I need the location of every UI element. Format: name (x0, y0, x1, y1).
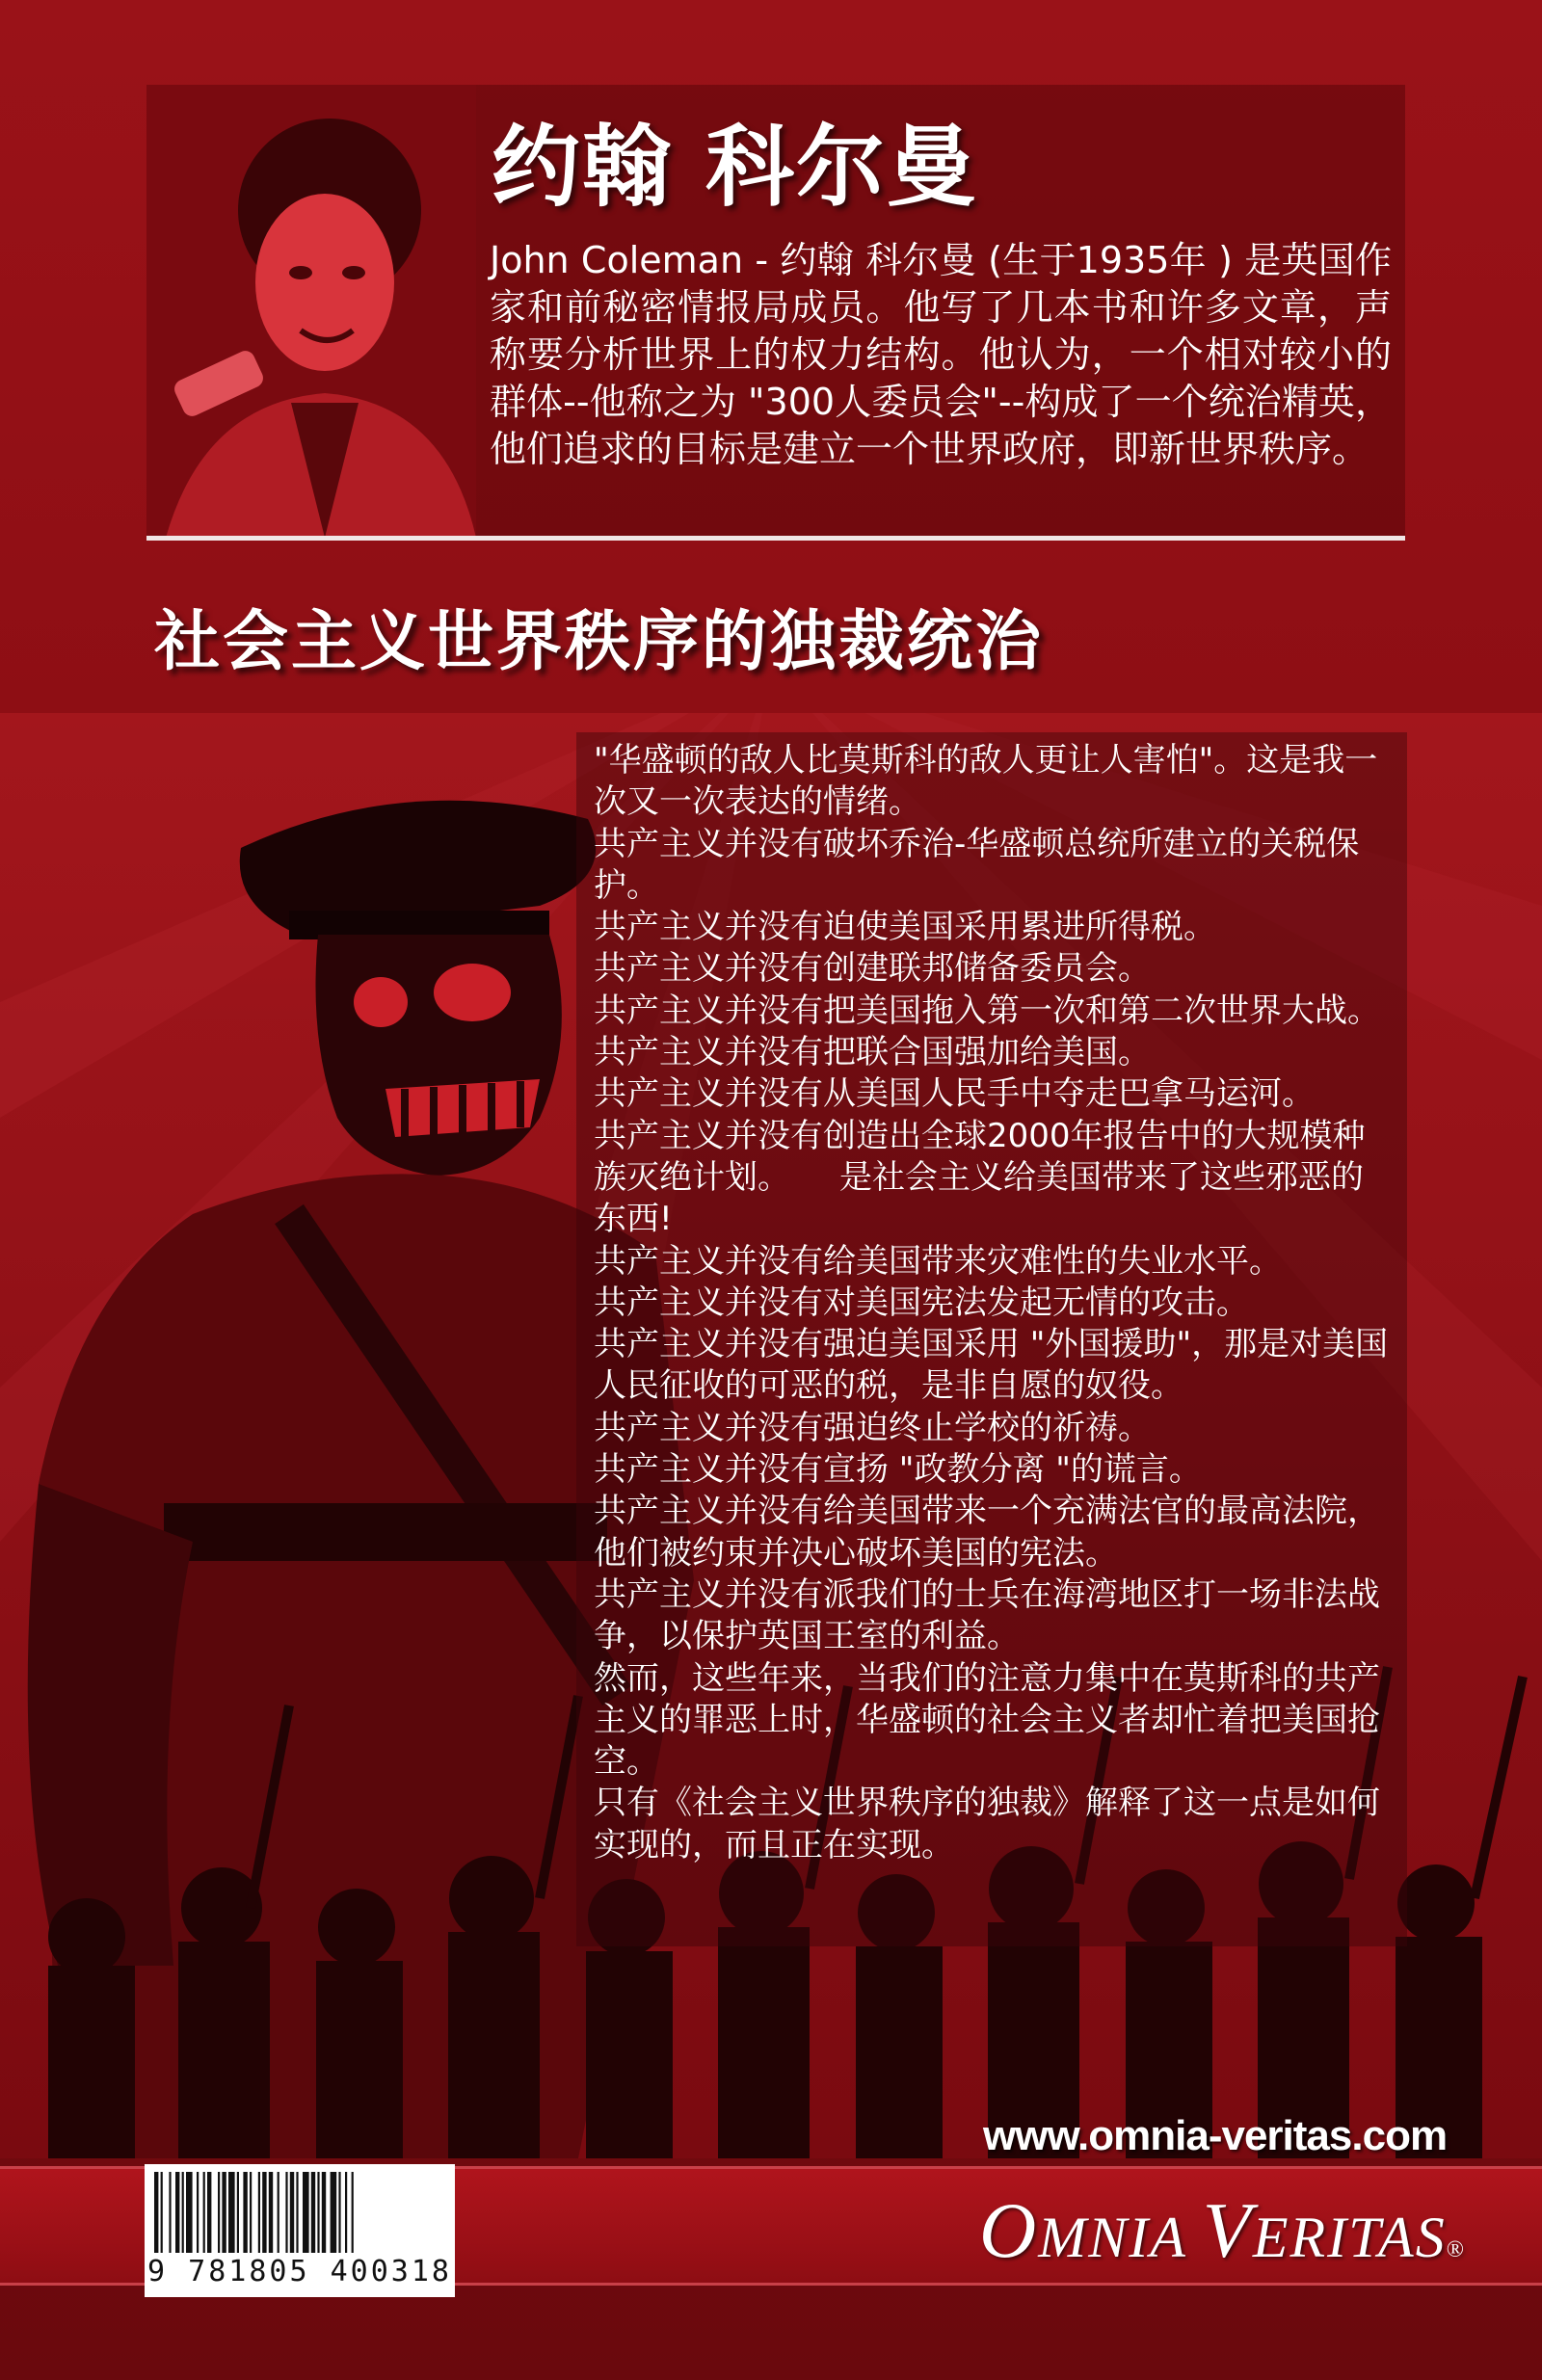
section-divider (146, 536, 1405, 541)
blurb-paragraph: "华盛顿的敌人比莫斯科的敌人更让人害怕"。这是我一次又一次表达的情绪。 (594, 741, 1378, 822)
barcode-bar (278, 2172, 279, 2253)
publisher-logo (979, 2185, 1466, 2276)
isbn-number: 9 781805 400318 (147, 2255, 452, 2288)
barcode-bar (311, 2172, 315, 2253)
barcode-bar (345, 2172, 347, 2253)
blurb-paragraph: 共产主义并没有给美国带来灾难性的失业水平。 (594, 1241, 1282, 1281)
barcode-bar (290, 2172, 294, 2253)
blurb-text (594, 740, 1394, 1866)
barcode-bar (322, 2172, 326, 2253)
author-portrait-image (146, 85, 476, 538)
barcode-bar (250, 2172, 252, 2253)
blurb-paragraph: 共产主义并没有迫使美国采用累进所得税。 (594, 908, 1216, 947)
barcode-bar (269, 2172, 273, 2253)
barcode-bar (203, 2172, 205, 2253)
barcode-bar (331, 2172, 337, 2253)
barcode-bar (222, 2172, 226, 2253)
barcode-bar (285, 2172, 287, 2253)
book-title: 社会主义世界秩序的独裁统治 (154, 604, 1045, 680)
blurb-paragraph: 共产主义并没有创建联邦储备委员会。 (594, 949, 1151, 989)
blurb-paragraph: 共产主义并没有强迫美国采用 "外国援助"，那是对美国人民征收的可恶的税，是非自愿的奴役。 (594, 1325, 1389, 1406)
blurb-paragraph: 共产主义并没有宣扬 "政教分离 "的谎言。 (594, 1450, 1202, 1490)
barcode-bar (186, 2172, 193, 2253)
barcode-bar (218, 2172, 220, 2253)
publisher-website: www.omnia-veritas.com (983, 2112, 1448, 2159)
barcode-bar (296, 2172, 298, 2253)
barcode-bar (228, 2172, 235, 2253)
blurb-paragraph: 共产主义并没有派我们的士兵在海湾地区打一场非法战争，以保护英国王室的利益。 (594, 1574, 1380, 1656)
blurb-paragraph: 然而，这些年来，当我们的注意力集中在莫斯科的共产主义的罪恶上时，华盛顿的社会主义者却忙着把美国抢空。 (594, 1658, 1380, 1782)
barcode-bar (243, 2172, 247, 2253)
blurb-paragraph: 共产主义并没有创造出全球2000年报告中的大规模种族灭绝计划。 是社会主义给美国带来了这些邪恶的东西! (594, 1116, 1366, 1239)
blurb-paragraph: 共产主义并没有对美国宪法发起无情的攻击。 (594, 1283, 1249, 1322)
blurb-paragraph: 共产主义并没有把联合国强加给美国。 (594, 1033, 1151, 1072)
barcode-bar (258, 2172, 260, 2253)
registered-mark: ® (1446, 2237, 1466, 2262)
barcode-bar (154, 2172, 158, 2253)
logo-veritas-initial: V (1202, 2186, 1253, 2274)
blurb-paragraph: 共产主义并没有强迫终止学校的祈祷。 (594, 1408, 1151, 1447)
barcode-bar (338, 2172, 340, 2253)
barcode-bar (317, 2172, 319, 2253)
blurb-paragraph: 共产主义并没有破坏乔治-华盛顿总统所建立的关税保护。 (594, 824, 1360, 905)
blurb-paragraph: 共产主义并没有把美国拖入第一次和第二次世界大战。 (594, 991, 1380, 1030)
author-name: 约翰 科尔曼 (492, 116, 978, 219)
logo-veritas-rest: ERITAS (1252, 2206, 1447, 2269)
barcode-bar (237, 2172, 239, 2253)
blurb-paragraph: 共产主义并没有给美国带来一个充满法官的最高法院，他们被约束并决心破坏美国的宪法。 (594, 1492, 1380, 1573)
blurb-paragraph: 只有《社会主义世界秩序的独裁》解释了这一点是如何实现的，而且正在实现。 (594, 1784, 1380, 1864)
barcode-bar (182, 2172, 184, 2253)
barcode-bar (303, 2172, 309, 2253)
logo-omnia-rest: MNIA (1038, 2206, 1186, 2269)
barcode-bar (352, 2172, 354, 2253)
logo-omnia-initial: O (979, 2186, 1039, 2274)
barcode-bar (169, 2172, 171, 2253)
barcode-bar (207, 2172, 211, 2253)
barcode-bar (175, 2172, 179, 2253)
blurb-paragraph: 共产主义并没有从美国人民手中夺走巴拿马运河。 (594, 1074, 1315, 1114)
barcode-bars (145, 2164, 455, 2256)
barcode-bar (197, 2172, 199, 2253)
barcode-bar (262, 2172, 266, 2253)
author-portrait (146, 85, 476, 538)
author-bio: John Coleman - 约翰 科尔曼 (生于1935年 ) 是英国作家和前秘密情报局成员。他写了几本书和许多文章，声称要分析世界上的权力结构。他认为，一个相对较小的群体--他称之为 "300人委员会"--构成了一个统治精英，他们追求的目标是建立一个世界政府，即新世界秩序。 (490, 239, 1392, 470)
barcode-bar (161, 2172, 163, 2253)
